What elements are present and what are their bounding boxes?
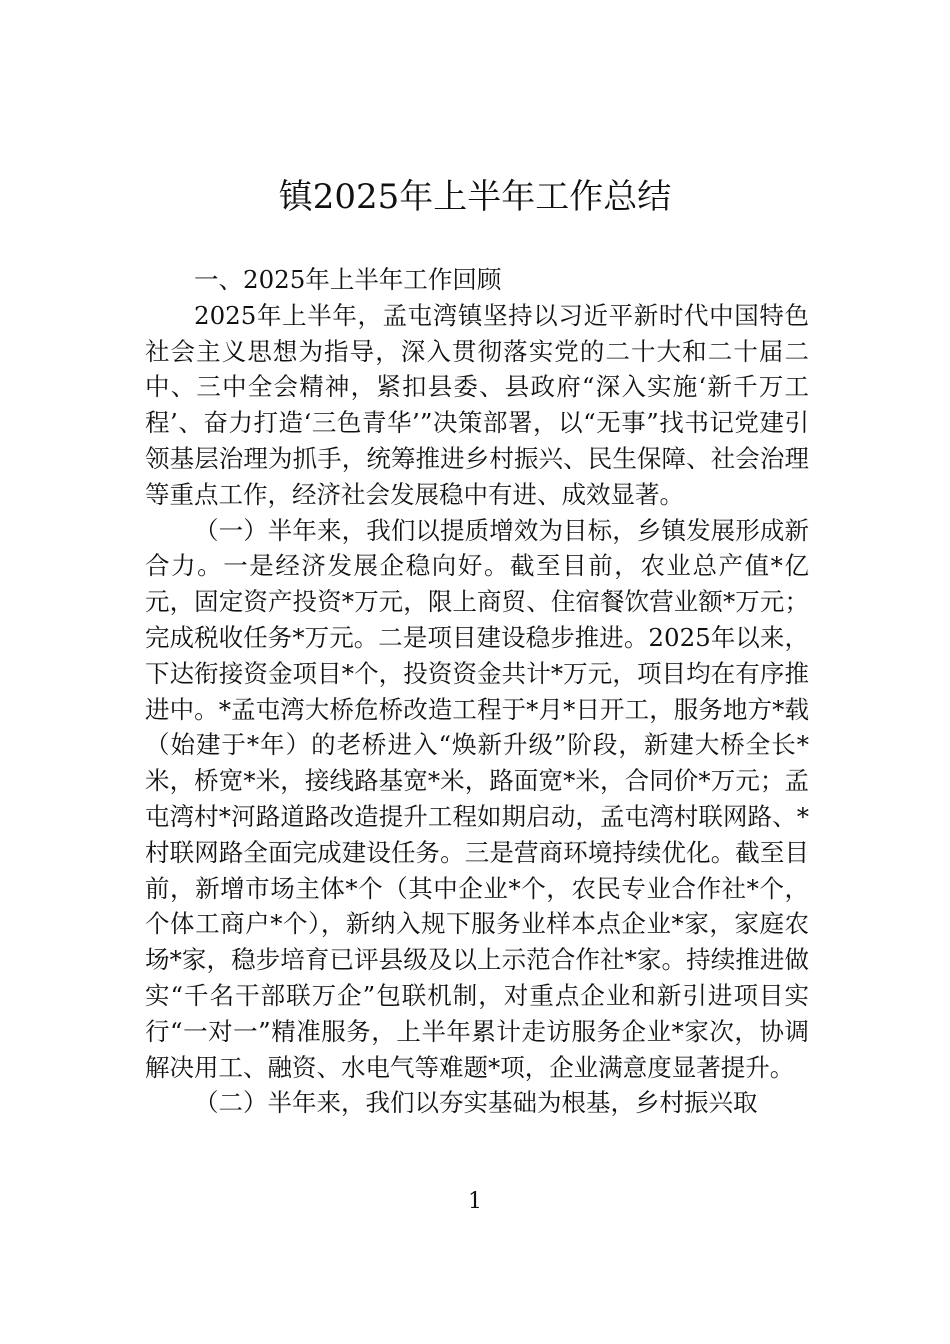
page-number: 1 [468, 1189, 482, 1214]
paragraph-section-one: （一）半年来，我们以提质增效为目标，乡镇发展形成新合力。一是经济发展企稳向好。截至目前，农业总产值*亿元，固定资产投资*万元，限上商贸、住宿餐饮营业额*万元；完成税收任务*万元。二是项目建设稳步推进。2025年以来，下达衔接资金项目*个，投资资金共计*万元，项目均在有序推进中。*孟屯湾大桥危桥改造工程于*月*日开工，服务地方*载（始建于*年）的老桥进入“焕新升级”阶段，新建大桥全长*米，桥宽*米，接线路基宽*米，路面宽*米，合同价*万元；孟屯湾村*河路道路改造提升工程如期启动，孟屯湾村联网路、*村联网路全面完成建设任务。三是营商环境持续优化。截至目前，新增市场主体*个（其中企业*个，农民专业合作社*个，个体工商户*个），新纳入规下服务业样本点企业*家，家庭农场*家，稳步培育已评县级及以上示范合作社*家。持续推进做实“千名干部联万企”包联机制，对重点企业和新引进项目实行“一对一”精准服务，上半年累计走访服务企业*家次，协调解决用工、融资、水电气等难题*项，企业满意度显著提升。 [145, 515, 809, 1082]
section-heading: 一、2025年上半年工作回顾 [194, 265, 502, 294]
paragraph-intro: 2025年上半年，孟屯湾镇坚持以习近平新时代中国特色社会主义思想为指导，深入贯彻落实党的二十大和二十届二中、三中全会精神，紧扣县委、县政府“深入实施‘新千万工程’、奋力打造‘三色青华’”决策部署，以“无事”找书记党建引领基层治理为抓手，统筹推进乡村振兴、民生保障、社会治理等重点工作，经济社会发展稳中有进、成效显著。 [145, 300, 809, 509]
document-body [145, 262, 809, 1121]
document-title: 镇2025年上半年工作总结 [278, 177, 672, 217]
paragraph-section-two: （二）半年来，我们以夯实基础为根基，乡村振兴取 [194, 1088, 758, 1118]
